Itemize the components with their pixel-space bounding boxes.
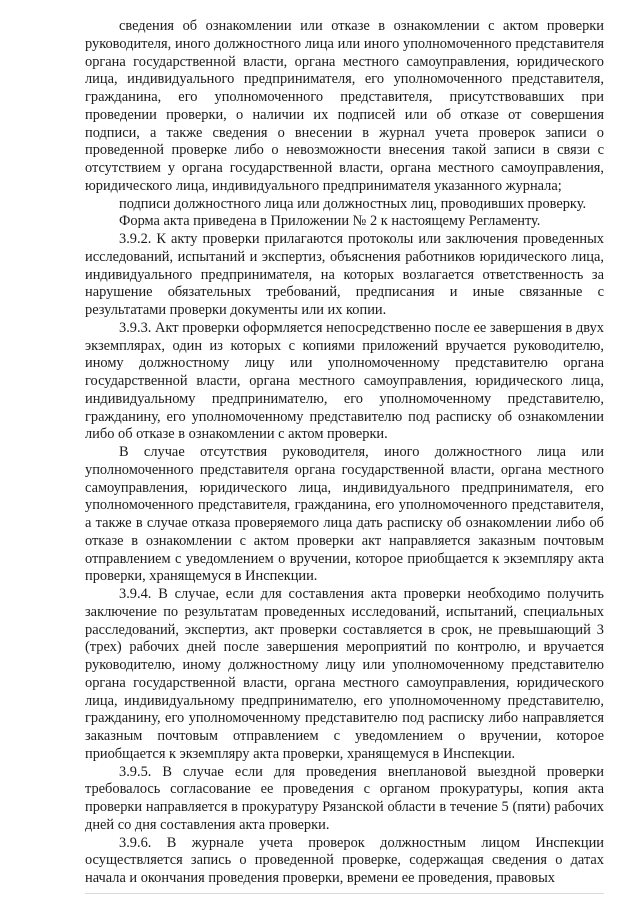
paragraph-3-9-5: 3.9.5. В случае если для проведения внеплановой выездной проверки требовалось согласование ее проведения с органом прокуратуры, копия акта проверки направляется в прокуратуру Рязанской области в течение 5 (пяти) рабочих дней со дня составления акта проверки. [85, 763, 604, 833]
paragraph-3-9-6: 3.9.6. В журнале учета проверок должностным лицом Инспекции осуществляется запись о проведенной проверке, содержащая сведения о датах начала и окончания проведения проверки, времени ее проведения, правовых [85, 834, 604, 886]
document-body [85, 18, 604, 888]
paragraph-3-9-2: 3.9.2. К акту проверки прилагаются протоколы или заключения проведенных исследований, испытаний и экспертиз, объяснения работников юридического лица, индивидуального предпринимателя, на которых возлагается ответственность за нарушение обязательных требований, предписания и иные связанные с результатами проверки документы или их копии. [85, 231, 604, 318]
paragraph-absence-case: В случае отсутствия руководителя, иного должностного лица или уполномоченного представителя органа государственной власти, органа местного самоуправления, юридического лица, индивидуального предпринимателя, его уполномоченного представителя, гражданина, его уполномоченного представителя, а также в случае отказа проверяемого лица дать расписку об ознакомлении либо об отказе в ознакомлении с актом проверки акт направляется заказным почтовым отправлением с уведомлением о вручении, которое приобщается к экземпляру акта проверки, хранящемуся в Инспекции. [85, 444, 604, 585]
paragraph-3-9-4: 3.9.4. В случае, если для составления акта проверки необходимо получить заключение по результатам проведенных исследований, испытаний, специальных расследований, экспертиз, акт проверки составляется в срок, не превышающий 3 (трех) рабочих дней после завершения мероприятий по контролю, и вручается руководителю, иному должностному лицу или уполномоченному представителю органа государственной власти, органа местного самоуправления, юридического лица, индивидуальному предпринимателю, его уполномоченному представителю, гражданину, его уполномоченному представителю под расписку либо направляется заказным почтовым отправлением с уведомлением о вручении, которое приобщается к экземпляру акта проверки, хранящемуся в Инспекции. [85, 586, 604, 762]
paragraph-3-9-3: 3.9.3. Акт проверки оформляется непосредственно после ее завершения в двух экземплярах, один из которых с копиями приложений вручается руководителю, иному должностному лицу или уполномоченному представителю органа государственной власти, органа местного самоуправления, юридического лица, индивидуальному предпринимателю, его уполномоченному представителю, гражданину, его уполномоченному представителю под расписку об ознакомлении либо об отказе в ознакомлении с актом проверки. [85, 319, 604, 443]
paragraph-act-form: Форма акта приведена в Приложении № 2 к настоящему Регламенту. [119, 213, 541, 230]
paragraph-signatures: подписи должностного лица или должностных лиц, проводивших проверку. [119, 195, 587, 212]
paragraph-act-acknowledgement: сведения об ознакомлении или отказе в ознакомлении с актом проверки руководителя, иного должностного лица или иного уполномоченного представителя органа государственной власти, органа местного самоуправления, юридического лица, индивидуального предпринимателя, его уполномоченного представителя, гражданина, его уполномоченного представителя, присутствовавших при проведении проверки, о наличии их подписей или об отказе от совершения подписи, а также сведения о внесении в журнал учета проверок записи о проведенной проверке либо о невозможности внесения такой записи в связи с отсутствием у органа государственной власти, органа местного самоуправления, юридического лица, индивидуального предпринимателя указанного журнала; [85, 18, 604, 194]
page-bottom-edge [85, 893, 604, 894]
